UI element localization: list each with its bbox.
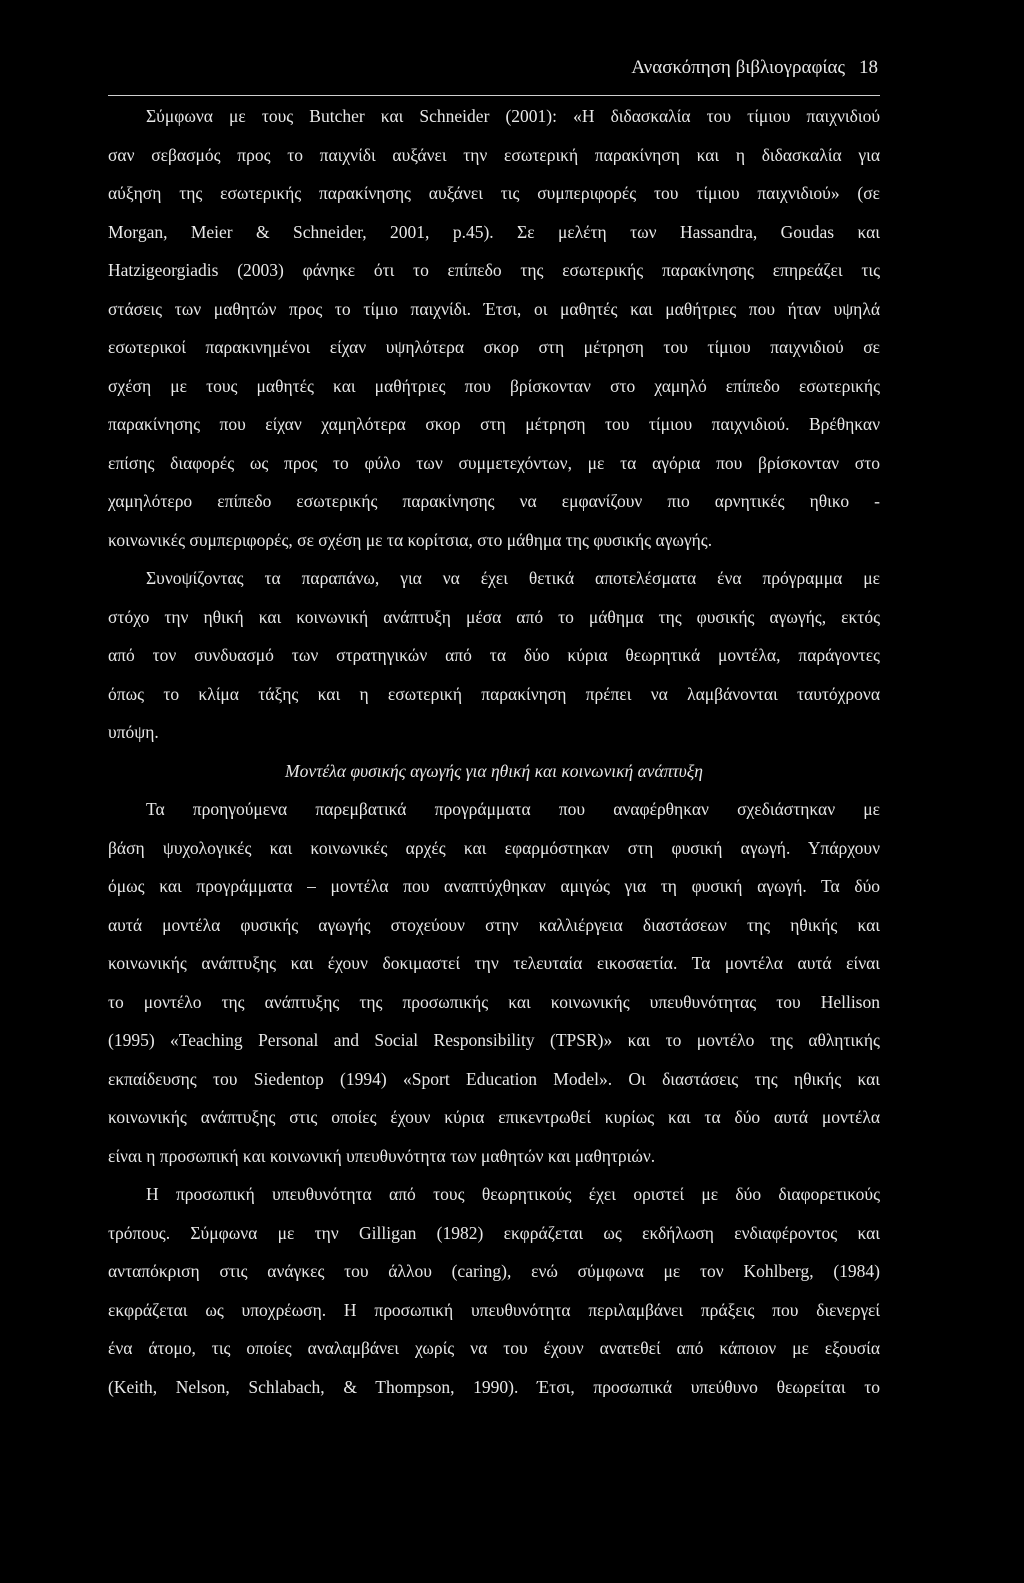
text-line: Συνοψίζοντας τα παραπάνω, για να έχει θετικά αποτελέσματα ένα πρόγραμμα με bbox=[146, 568, 880, 588]
paragraph bbox=[108, 1175, 880, 1406]
text-line: είναι η προσωπική και κοινωνική υπευθυνότητα των μαθητών και μαθητριών. bbox=[108, 1145, 656, 1166]
text-line: σαν σεβασμός προς το παιχνίδι αυξάνει την εσωτερική παρακίνηση και η διδασκαλία για bbox=[108, 144, 880, 165]
running-head-title: Ανασκόπηση βιβλιογραφίας bbox=[631, 57, 845, 78]
text-line: επίσης διαφορές ως προς το φύλο των συμμετεχόντων, με τα αγόρια που βρίσκονταν στο bbox=[108, 452, 880, 473]
text-line: χαμηλότερο επίπεδο εσωτερικής παρακίνησης να εμφανίζουν πιο αρνητικές ηθικο - bbox=[108, 491, 880, 511]
text-line: βάση ψυχολογικές και κοινωνικές αρχές και εφαρμόστηκαν στη φυσική αγωγή. Υπάρχουν bbox=[108, 837, 880, 858]
section-heading: Μοντέλα φυσικής αγωγής για ηθική και κοινωνική ανάπτυξη bbox=[285, 760, 703, 781]
text-line: κοινωνικής ανάπτυξης στις οποίες έχουν κύρια επικεντρωθεί κυρίως και τα δύο αυτά μοντέλα bbox=[108, 1107, 880, 1127]
text-line: Σύμφωνα με τους Butcher και Schneider (2001): «Η διδασκαλία του τίμιου παιχνιδιού bbox=[146, 106, 880, 126]
text-line: στάσεις των μαθητών προς το τίμιο παιχνίδι. Έτσι, οι μαθητές και μαθήτριες που ήταν υψηλά bbox=[108, 298, 880, 319]
text-line: ανταπόκριση στις ανάγκες του άλλου (caring), ενώ σύμφωνα με τον Kohlberg, (1984) bbox=[108, 1261, 880, 1281]
text-line: ένα άτομο, τις οποίες αναλαμβάνει χωρίς να του έχουν ανατεθεί από κάποιον με εξουσία bbox=[108, 1338, 880, 1358]
running-head bbox=[631, 52, 878, 84]
text-line: αυτά μοντέλα φυσικής αγωγής στοχεύουν στην καλλιέργεια διαστάσεων της ηθικής και bbox=[108, 914, 880, 935]
text-line: (Keith, Nelson, Schlabach, & Thompson, 1990). Έτσι, προσωπικά υπεύθυνο θεωρείται το bbox=[108, 1376, 880, 1397]
text-line: στόχο την ηθική και κοινωνική ανάπτυξη μέσα από το μάθημα της φυσικής αγωγής, εκτός bbox=[108, 606, 880, 627]
text-line: εσωτερικοί παρακινημένοι είχαν υψηλότερα σκορ στη μέτρηση του τίμιου παιχνιδιού σε bbox=[108, 337, 880, 357]
text-line: (1995) «Teaching Personal and Social Responsibility (TPSR)» και το μοντέλο της αθλητικής bbox=[108, 1030, 880, 1050]
text-line: Morgan, Meier & Schneider, 2001, p.45). Σε μελέτη των Hassandra, Goudas και bbox=[108, 221, 880, 242]
text-line: εκφράζεται ως υποχρέωση. Η προσωπική υπευθυνότητα περιλαμβάνει πράξεις που διενεργεί bbox=[108, 1299, 880, 1320]
text-line: κοινωνικής ανάπτυξης και έχουν δοκιμαστεί την τελευταία εικοσαετία. Τα μοντέλα αυτά είναι bbox=[108, 953, 880, 973]
text-line: υπόψη. bbox=[108, 722, 159, 742]
text-line: Η προσωπική υπευθυνότητα από τους θεωρητικούς έχει οριστεί με δύο διαφορετικούς bbox=[146, 1184, 880, 1204]
text-line: Hatzigeorgiadis (2003) φάνηκε ότι το επίπεδο της εσωτερικής παρακίνησης επηρεάζει τις bbox=[108, 260, 880, 280]
paragraph bbox=[108, 790, 880, 1175]
paragraph bbox=[108, 97, 880, 559]
intro-paragraphs bbox=[108, 97, 880, 752]
text-line: όμως και προγράμματα – μοντέλα που αναπτύχθηκαν αμιγώς για τη φυσική αγωγή. Τα δύο bbox=[108, 876, 880, 896]
text-line: εκπαίδευσης του Siedentop (1994) «Sport Education Model». Οι διαστάσεις της ηθικής και bbox=[108, 1068, 880, 1089]
text-line: σχέση με τους μαθητές και μαθήτριες που βρίσκονταν στο χαμηλό επίπεδο εσωτερικής bbox=[108, 375, 880, 396]
text-line: αύξηση της εσωτερικής παρακίνησης αυξάνει τις συμπεριφορές του τίμιου παιχνιδιού» (σε bbox=[108, 183, 880, 203]
header-rule bbox=[108, 95, 880, 96]
text-line: κοινωνικές συμπεριφορές, σε σχέση με τα κορίτσια, στο μάθημα της φυσικής αγωγής. bbox=[108, 529, 713, 550]
text-line: από τον συνδυασμό των στρατηγικών από τα δύο κύρια θεωρητικά μοντέλα, παράγοντες bbox=[108, 645, 880, 665]
text-line: παρακίνησης που είχαν χαμηλότερα σκορ στη μέτρηση του τίμιου παιχνιδιού. Βρέθηκαν bbox=[108, 414, 880, 434]
text-line: Τα προηγούμενα παρεμβατικά προγράμματα που αναφέρθηκαν σχεδιάστηκαν με bbox=[146, 799, 880, 819]
body-text bbox=[108, 97, 880, 1406]
section-paragraphs bbox=[108, 790, 880, 1406]
page-number: 18 bbox=[859, 57, 878, 78]
text-line: τρόπους. Σύμφωνα με την Gilligan (1982) εκφράζεται ως εκδήλωση ενδιαφέροντος και bbox=[108, 1222, 880, 1243]
paragraph bbox=[108, 559, 880, 752]
text-line: το μοντέλο της ανάπτυξης της προσωπικής και κοινωνικής υπευθυνότητας του Hellison bbox=[108, 991, 880, 1012]
text-line: όπως το κλίμα τάξης και η εσωτερική παρακίνηση πρέπει να λαμβάνονται ταυτόχρονα bbox=[108, 683, 880, 704]
